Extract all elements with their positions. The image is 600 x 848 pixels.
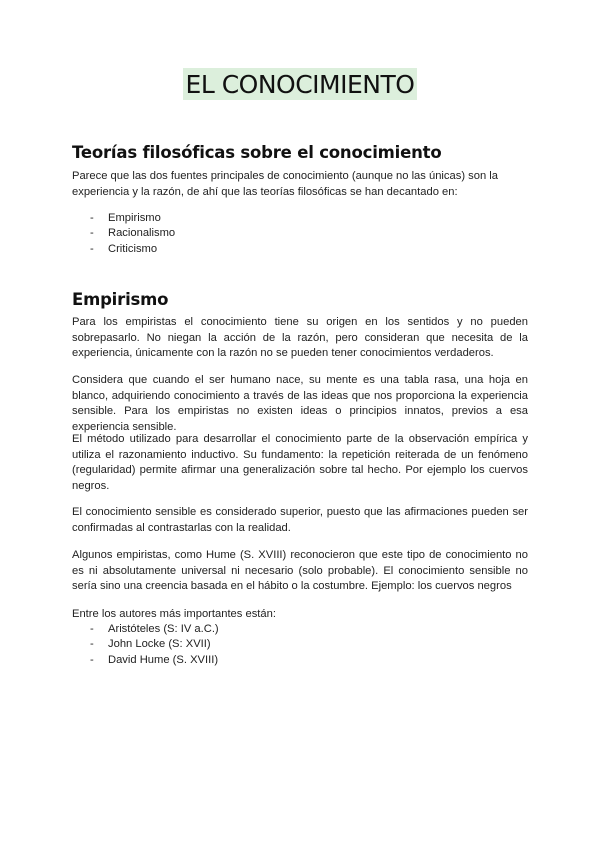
paragraph-tabula-rasa: Considera que cuando el ser humano nace, su mente es una tabla rasa, una hoja en blanco, adquiriendo conocimiento a través de las ideas que nos proporciona la experiencia sensible. Para los empiristas no existen ideas o principios innatos, previos a esa experiencia sensible. (72, 374, 528, 433)
paragraph-sensible: El conocimiento sensible es considerado superior, puesto que las afirmaciones pueden ser confirmadas al contrastarlas con la realidad. (72, 506, 528, 534)
title-container (0, 68, 600, 100)
list-item: - David Hume (S. XVIII) (90, 653, 219, 668)
paragraph-origin: Para los empiristas el conocimiento tiene su origen en los sentidos y no pueden sobrepasarlo. No niegan la acción de la razón, pero consideran que necesita de la experiencia, únicamente con la razón no se pueden tener conocimientos verdaderos. (72, 316, 528, 360)
section-heading-theories: Teorías filosóficas sobre el conocimiento (72, 143, 442, 162)
list-item: - John Locke (S: XVII) (90, 637, 219, 652)
paragraph-method: El método utilizado para desarrollar el conocimiento parte de la observación empírica y utiliza el razonamiento inductivo. Su fundamento: la repetición reiterada de un fenómeno (regularidad) permite afirmar una generalización sobre tal hecho. Por ejemplo los cuervos negros. (72, 433, 528, 492)
list-item: - Racionalismo (90, 226, 175, 241)
authors-list (90, 622, 219, 668)
list-item: - Criticismo (90, 242, 175, 257)
intro-paragraph: Parece que las dos fuentes principales de conocimiento (aunque no las únicas) son la experiencia y la razón, de ahí que las teorías filosóficas se han decantado en: (72, 170, 499, 198)
authors-intro: Entre los autores más importantes están: (72, 608, 276, 620)
theories-list (90, 211, 175, 257)
paragraph-hume: Algunos empiristas, como Hume (S. XVIII) reconocieron que este tipo de conocimiento no es ni absolutamente universal ni necesario (solo probable). El conocimiento sensible no sería sino una creencia basada en el hábito o la costumbre. Ejemplo: los cuervos negros (72, 549, 528, 593)
section-heading-empirismo: Empirismo (72, 290, 169, 309)
document-title: EL CONOCIMIENTO (183, 68, 418, 100)
list-item: - Aristóteles (S: IV a.C.) (90, 622, 219, 637)
list-item: - Empirismo (90, 211, 175, 226)
